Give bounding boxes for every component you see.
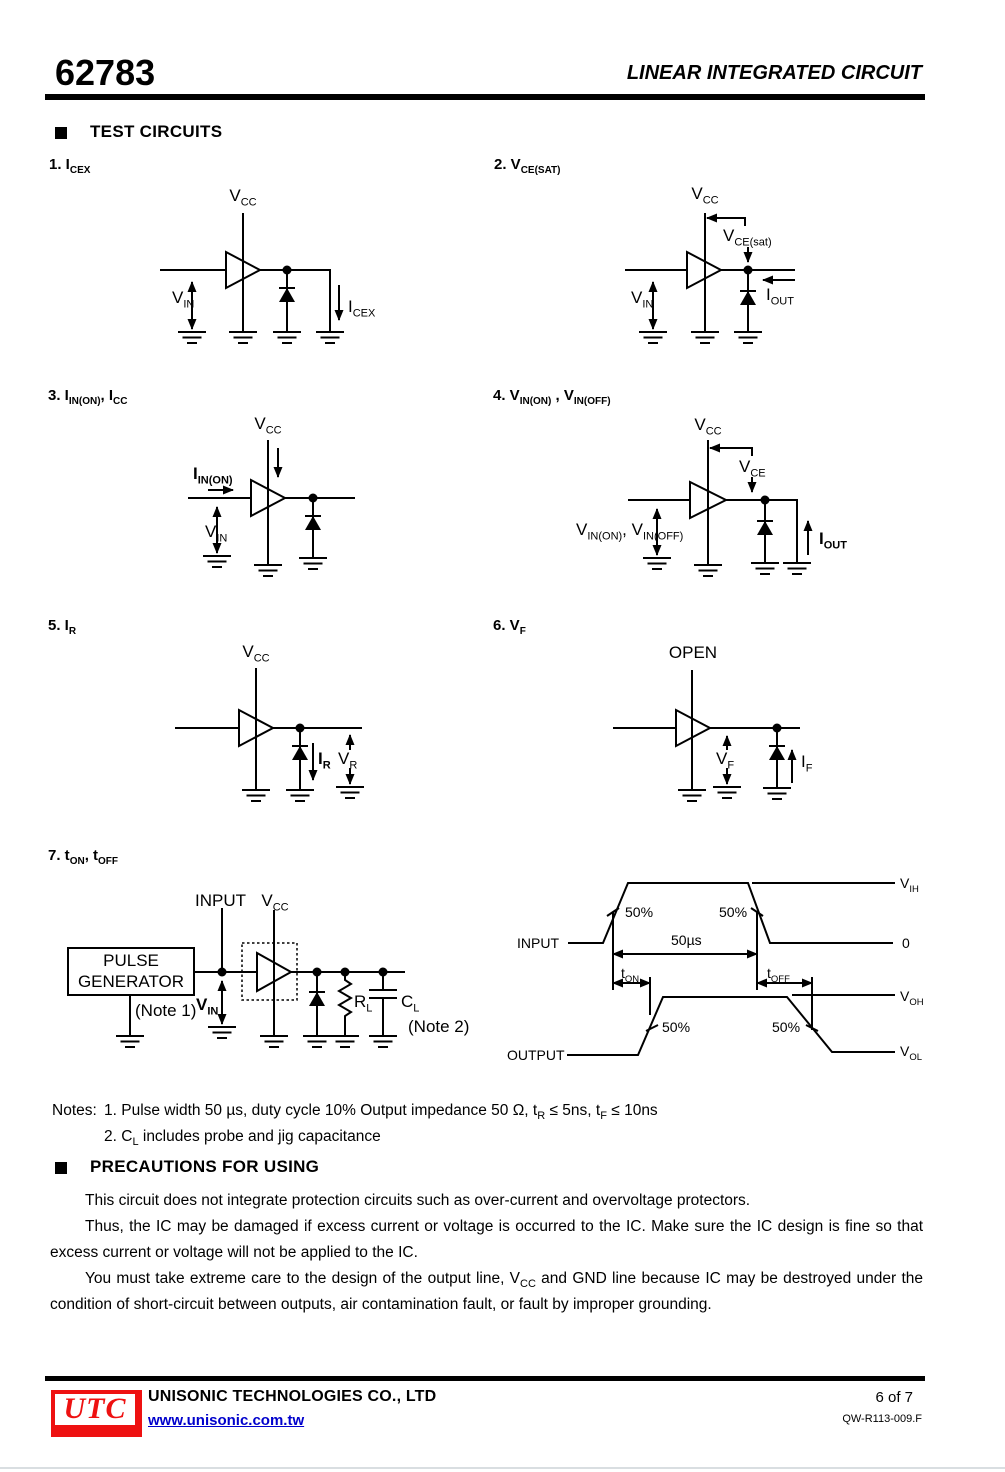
caption-circuit2: 2. $V_{CE(SAT)}$ [494,156,561,176]
circuit3-iinon-icc [185,415,445,590]
company-name: UNISONIC TECHNOLOGIES CO., LTD [148,1388,437,1405]
vcc-label: $V_{CC}$ [254,414,282,437]
pulse-generator-label [68,950,194,992]
node-dot [218,968,227,977]
node-dot [309,494,318,503]
ground-icon [331,1036,359,1047]
timing-diagram [505,865,960,1070]
note1-label: (Note 1) [135,1001,197,1020]
caption-circuit1: 1. $I_{CEX}$ [49,156,91,176]
caption-circuit7: 7. $t_{ON}$, $t_{OFF}$ [48,847,119,867]
doc-code: QW-R113-009.F [842,1413,922,1425]
circuit3-schematic [185,415,445,590]
page-number: 6 of 7 [875,1389,913,1406]
ground-icon [691,332,719,343]
caption-circuit4: 4. $V_{IN(ON)}$ , $V_{IN(OFF)}$ [493,387,611,407]
vce-bracket-arrow [710,448,752,456]
pulse-generator-line1: PULSE [103,951,159,970]
output-label: OUTPUT [507,1047,565,1063]
circuit6-schematic [595,640,875,815]
doc-type-title: LINEAR INTEGRATED CIRCUIT [626,62,922,84]
circuit4-schematic [570,415,900,595]
ground-icon [763,788,791,799]
ground-icon [316,332,344,343]
ir-label: $I_R$ [318,749,331,772]
ground-icon [242,790,270,801]
precaution-paragraph-3: You must take extreme care to the design of the output line, $V_{CC}$ and GND line because IC may be destroyed under the condition of short-circuit between outputs, air contamination fault, or fault by improper grounding. [50,1270,923,1313]
vcc-label: $V_{CC}$ [242,642,270,665]
vcc-label: $V_{CC}$ [229,186,257,209]
ground-icon [229,332,257,343]
output-wire [260,270,330,332]
iinon-label: $I_{IN(ON)}$ [193,464,233,487]
ground-icon [303,1036,331,1047]
ground-icon [260,1036,288,1047]
vih-label: $V_{IH}$ [900,875,919,895]
iout-label: $I_{OUT}$ [819,529,847,552]
timing-waveforms [505,865,960,1070]
pulse-width-label: 50µs [671,932,702,948]
pulse-generator-line2: GENERATOR [77,972,185,991]
ground-icon [273,332,301,343]
ground-icon [694,565,722,576]
fifty-pct-label: 50% [625,904,654,920]
section-title-precautions: PRECAUTIONS FOR USING [90,1157,320,1176]
diode-icon [309,992,325,1006]
note2-label: (Note 2) [408,1017,470,1036]
node-dot [761,496,770,505]
if-label: $I_F$ [801,752,813,775]
vin-label: $V_{IN}$ [172,288,195,311]
utc-logo [51,1390,142,1437]
load-resistor [339,972,351,1036]
note-1: 1. Pulse width 50 µs, duty cycle 10% Output impedance 50 Ω, $t_R \le 5ns$, $t_F \le 10ns$ [104,1102,658,1123]
input-label: INPUT [517,935,559,951]
vce-label: $V_{CE}$ [739,457,766,480]
part-number: 62783 [55,52,156,93]
load-capacitor [369,972,397,1036]
vcc-label: $V_{CC}$ [261,891,289,914]
node-dot [313,968,322,977]
ground-icon [286,790,314,801]
ground-icon [369,1036,397,1047]
circuit2-vcesat [615,185,905,355]
ton-label: $t_{ON}$ [621,965,640,985]
vinonoff-label: $V_{IN(ON)}$, $V_{IN(OFF)}$ [576,520,684,543]
iout-label: $I_{OUT}$ [766,285,794,308]
rl-label: $R_L$ [354,992,373,1015]
vcesat-bracket-arrow [707,218,745,226]
fifty-pct-label: 50% [719,904,748,920]
output-waveform [567,997,895,1055]
ground-icon [678,790,706,801]
ground-icon [203,556,231,567]
header-rule [45,94,925,100]
ground-icon [643,558,671,569]
node-dot [283,266,292,275]
ground-icon [254,565,282,576]
circuit4-vinon-vinoff [570,415,900,595]
vin-label: $V_{IN}$ [196,995,219,1018]
caption-circuit5: 5. $I_R$ [48,617,77,637]
cl-label: $C_L$ [401,992,420,1015]
circuit5-ir [165,640,455,815]
caption-circuit6: 6. $V_F$ [493,617,526,637]
icex-label: $I_{CEX}$ [348,297,376,320]
website-link[interactable]: www.unisonic.com.tw [148,1412,305,1429]
caption-circuit3: 3. $I_{IN(ON)}$, $I_{CC}$ [48,387,128,407]
vin-label: $V_{IN}$ [205,522,228,545]
vcc-label: $V_{CC}$ [691,184,719,207]
circuit2-schematic [615,185,905,355]
ground-icon [116,1036,144,1047]
section-bullet [55,1162,67,1174]
ground-icon [713,787,741,798]
ground-icon [178,332,206,343]
note-2: 2. $C_L$ includes probe and jig capacitance [104,1128,381,1149]
ground-icon [783,563,811,574]
zero-label: 0 [902,935,910,951]
diode-icon [279,288,295,302]
diode-icon [740,291,756,305]
tick-50pct [646,1025,658,1031]
vcc-label: $V_{CC}$ [694,415,722,438]
ground-icon [734,332,762,343]
toff-label: $t_{OFF}$ [767,965,790,985]
precautions-body [50,1188,923,1318]
vcesat-label: $V_{CE(sat)}$ [723,226,772,249]
section-bullet [55,127,67,139]
diode-icon [305,516,321,530]
open-label: OPEN [668,643,718,662]
fifty-pct-label: 50% [772,1019,801,1035]
circuit1-icex [160,185,430,355]
vr-label: $V_R$ [338,749,358,772]
node-dot [773,724,782,733]
utc-logo-inner [55,1391,135,1425]
page-bottom-edge [0,1467,1005,1469]
vol-label: $V_{OL}$ [900,1043,923,1063]
ground-icon [751,563,779,574]
fifty-pct-label: 50% [662,1019,691,1035]
voh-label: $V_{OH}$ [900,988,924,1008]
diode-icon [292,746,308,760]
utc-logo-text: UTC [63,1391,127,1425]
diode-icon [757,521,773,535]
notes-label: Notes: [52,1102,97,1119]
circuit7-ton-toff [60,880,490,1070]
node-dot [744,266,753,275]
ground-icon [299,558,327,569]
precaution-paragraph-2: Thus, the IC may be damaged if excess current or voltage is occurred to the IC. Make sure the IC design is fine so that excess current or voltage will not be applied to the IC. [50,1218,923,1261]
ground-icon [208,1027,236,1038]
circuit5-schematic [165,640,455,815]
precaution-paragraph-1: This circuit does not integrate protection circuits such as over-current and overvoltage protectors. [85,1192,751,1209]
ground-icon [336,787,364,798]
vin-label: $V_{IN}$ [631,288,654,311]
circuit6-vf [595,640,875,815]
diode-icon [769,746,785,760]
input-label: INPUT [195,891,246,910]
vf-label: $V_F$ [716,749,735,772]
section-title-test-circuits: TEST CIRCUITS [90,122,223,141]
node-dot [296,724,305,733]
circuit1-schematic [160,185,430,355]
ground-icon [639,332,667,343]
footer-rule [45,1376,925,1381]
